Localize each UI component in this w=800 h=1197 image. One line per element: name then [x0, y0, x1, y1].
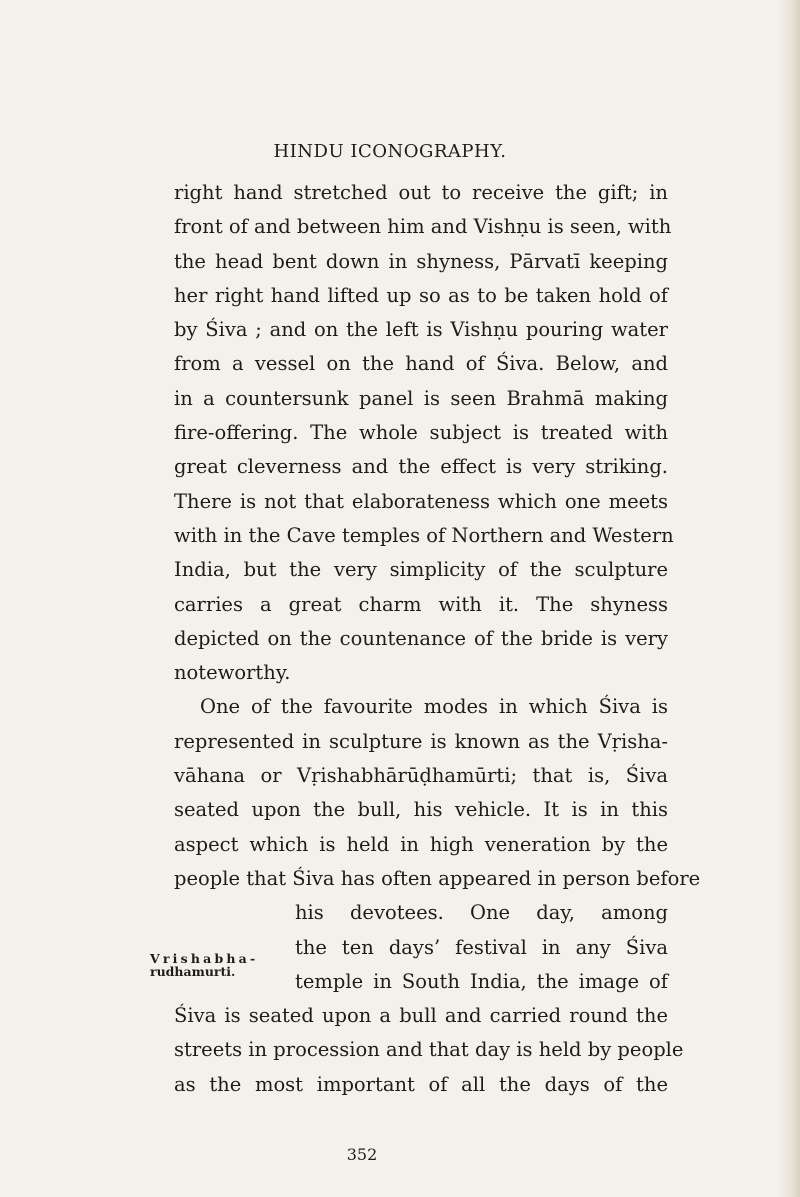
text-line: vāhana or Vṛishabhārūḍhamūrti; that is, Śiva	[174, 764, 668, 788]
text-line: in a countersunk panel is seen Brahmā making	[174, 386, 668, 410]
text-line: temple in South India, the image of	[295, 969, 668, 993]
running-head: HINDU ICONOGRAPHY.	[273, 141, 507, 162]
text-line: right hand stretched out to receive the gift; in	[174, 181, 668, 204]
marginal-note-line: Vrishabha-	[150, 951, 259, 966]
text-line: India, but the very simplicity of the sculpture	[174, 558, 668, 582]
text-line: There is not that elaborateness which one meets	[174, 489, 668, 513]
text-line: fire-offering. The whole subject is treated with	[174, 421, 668, 445]
text-line: streets in procession and that day is held by people	[174, 1038, 684, 1062]
page-number: 352	[346, 1145, 378, 1164]
text-line: the head bent down in shyness, Pārvatī keeping	[174, 249, 668, 273]
marginal-note-line: rudhamurti.	[150, 964, 236, 979]
text-line: seated upon the bull, his vehicle. It is in this	[174, 798, 668, 822]
text-line: carries a great charm with it. The shyness	[174, 592, 668, 616]
text-line: by Śiva ; and on the left is Vishṇu pouring water	[174, 318, 668, 342]
page-edge	[778, 0, 800, 1197]
text-line: represented in sculpture is known as the Vṛisha-	[174, 729, 668, 753]
text-line: the ten days’ festival in any Śiva	[295, 935, 668, 959]
text-line: depicted on the countenance of the bride is very	[174, 626, 668, 650]
marginal-note	[150, 952, 270, 978]
text-line: aspect which is held in high veneration by the	[174, 832, 668, 856]
text-line: Śiva is seated upon a bull and carried round the	[174, 1004, 668, 1028]
text-line: her right hand lifted up so as to be taken hold of	[174, 283, 668, 307]
text-line: noteworthy.	[174, 661, 291, 685]
text-line: as the most important of all the days of the	[174, 1072, 668, 1096]
text-line: One of the favourite modes in which Śiva is	[200, 695, 668, 719]
text-line: his devotees. One day, among	[295, 901, 668, 925]
text-line: with in the Cave temples of Northern and Western	[174, 523, 674, 547]
text-line: front of and between him and Vishṇu is seen, with	[174, 215, 672, 239]
text-line: people that Śiva has often appeared in person before	[174, 866, 701, 890]
text-line: great cleverness and the effect is very striking.	[174, 455, 668, 479]
text-line: from a vessel on the hand of Śiva. Below, and	[174, 352, 668, 376]
